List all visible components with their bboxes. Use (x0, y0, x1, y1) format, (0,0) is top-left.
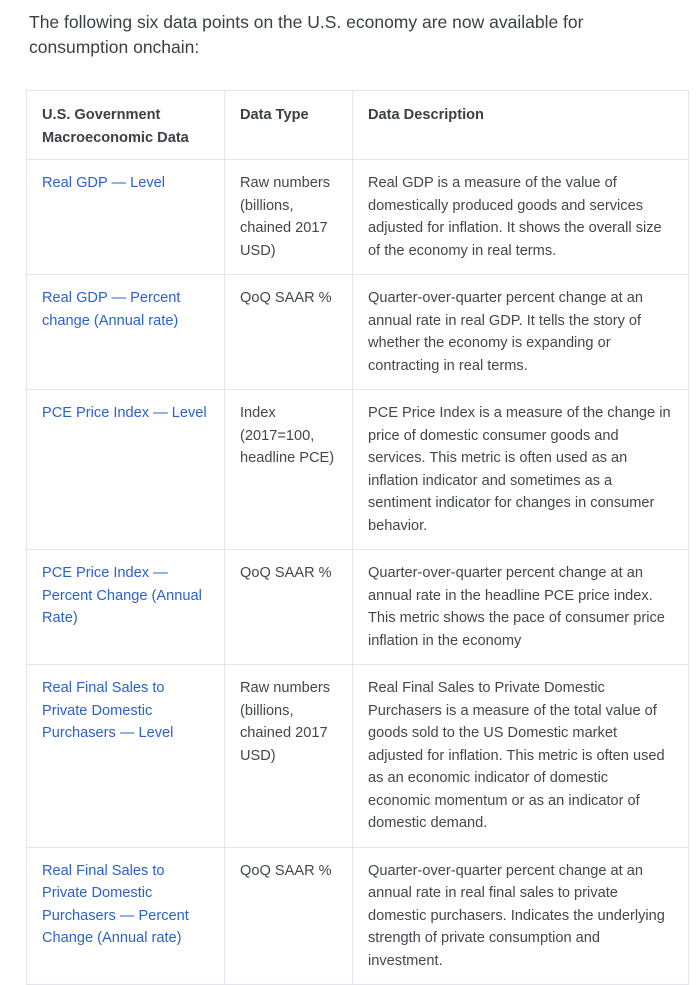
data-description-cell: Real Final Sales to Private Domestic Purchasers is a measure of the total value of goods sold to the US Domestic market adjusted for inflation. This metric is often used as an economic indicator of domestic economic momentum or as an indicator of domestic demand. (353, 665, 689, 848)
data-name-link[interactable]: Real GDP — Level (27, 160, 225, 275)
data-description-cell: Quarter-over-quarter percent change at an annual rate in the headline PCE price index. This metric shows the pace of consumer price inflation in the economy (353, 550, 689, 665)
table-row (27, 160, 689, 275)
data-name-link[interactable]: Real GDP — Percent change (Annual rate) (27, 275, 225, 390)
data-type-cell: QoQ SAAR % (225, 550, 353, 665)
data-name-link[interactable]: Real Final Sales to Private Domestic Purchasers — Level (27, 665, 225, 848)
data-type-cell: QoQ SAAR % (225, 847, 353, 985)
data-name-link[interactable]: PCE Price Index — Percent Change (Annual Rate) (27, 550, 225, 665)
table-row (27, 847, 689, 985)
data-description-cell: Quarter-over-quarter percent change at an annual rate in real final sales to private domestic purchasers. Indicates the underlying strength of private consumption and investment. (353, 847, 689, 985)
data-name-link[interactable]: PCE Price Index — Level (27, 390, 225, 550)
data-type-cell: QoQ SAAR % (225, 275, 353, 390)
data-type-cell: Raw numbers (billions, chained 2017 USD) (225, 160, 353, 275)
data-type-cell: Raw numbers (billions, chained 2017 USD) (225, 665, 353, 848)
header-data-type: Data Type (225, 91, 353, 160)
data-type-cell: Index (2017=100, headline PCE) (225, 390, 353, 550)
macro-data-table (26, 90, 689, 985)
table-row (27, 665, 689, 848)
intro-paragraph: The following six data points on the U.S. economy are now available for consumption onchain: (29, 12, 584, 57)
header-macro-data: U.S. Government Macroeconomic Data (27, 91, 225, 160)
table-row (27, 390, 689, 550)
table-header-row (27, 91, 689, 160)
data-description-cell: Quarter-over-quarter percent change at an annual rate in real GDP. It tells the story of whether the economy is expanding or contracting in real terms. (353, 275, 689, 390)
header-data-description: Data Description (353, 91, 689, 160)
data-description-cell: PCE Price Index is a measure of the change in price of domestic consumer goods and services. This metric is often used as an inflation indicator and sometimes as a sentiment indicator for changes in consumer behavior. (353, 390, 689, 550)
table-row (27, 275, 689, 390)
table-row (27, 550, 689, 665)
data-description-cell: Real GDP is a measure of the value of domestically produced goods and services adjusted for inflation. It shows the overall size of the economy in real terms. (353, 160, 689, 275)
data-name-link[interactable]: Real Final Sales to Private Domestic Purchasers — Percent Change (Annual rate) (27, 847, 225, 985)
